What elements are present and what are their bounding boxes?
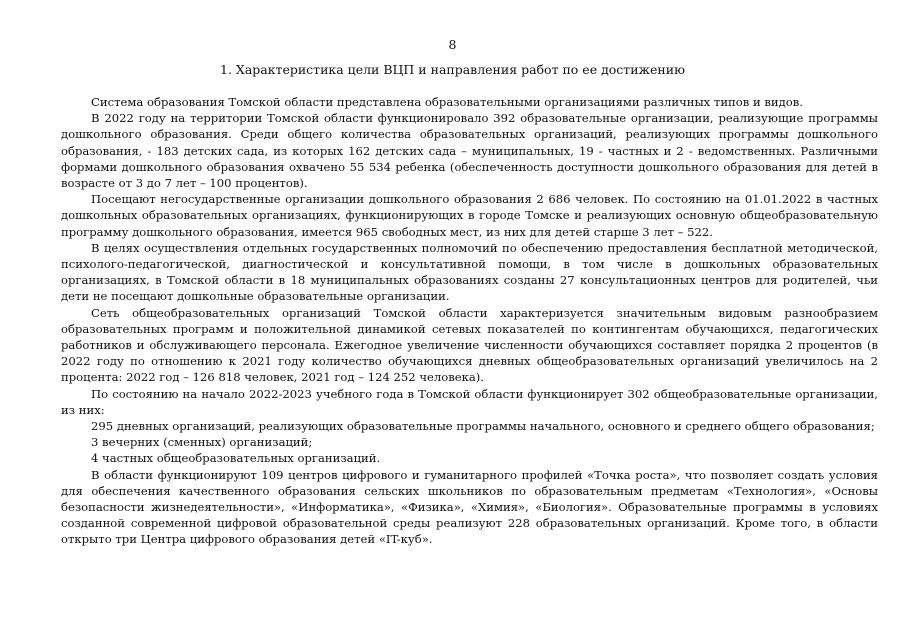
paragraph: Посещают негосударственные организации дошкольного образования 2 686 человек. По состоянию на 01.01.2022 в частных дошкольных образовательных организациях, функционирующих в городе Томске и реализующих основную общеобразовательную программу дошкольного образования, имеется 965 свободных мест, из них для детей старше 3 лет – 522. [61,192,878,239]
paragraph: Сеть общеобразовательных организаций Томской области характеризуется значительным видовым разнообразием образовательных программ и положительной динамикой сетевых показателей по контингентам обучающихся, педагогических работников и обслуживающего персонала. Ежегодное увеличение численности обучающихся составляет порядка 2 процентов (в 2022 году по отношению к 2021 году количество обучающихся дневных общеобразовательных организаций увеличилось на 2 процента: 2022 год – 126 818 человек, 2021 год – 124 252 человека). [61,305,878,385]
paragraph: В целях осуществления отдельных государственных полномочий по обеспечению предоставления бесплатной методической, психолого-педагогической, диагностической и консультативной помощи, в том числе в дошкольных образовательных организациях, в Томской области в 18 муниципальных образованиях созданы 27 консультационных центров для родителей, чьи дети не посещают дошкольные образовательные организации. [61,240,878,304]
list-item: 4 частных общеобразовательных организаций. [91,451,381,466]
document-body [61,94,878,548]
page-number: 8 [448,37,457,52]
list-item: 295 дневных организаций, реализующих образовательные программы начального, основного и среднего общего образования; [91,419,875,434]
paragraph: В области функционируют 109 центров цифрового и гуманитарного профилей «Точка роста», что позволяет создать условия для обеспечения качественного образования сельских школьников по образовательным предметам «Технология», «Основы безопасности жизнедеятельности», «Информатика», «Физика», «Химия», «Биология». Образовательные программы в условиях созданной современной цифровой образовательной среды реализуют 228 образовательных организаций. Кроме того, в области открыто три Центра цифрового образования детей «IT-куб». [61,467,878,547]
section-heading: 1. Характеристика цели ВЦП и направления работ по ее достижению [220,62,685,77]
paragraph: По состоянию на начало 2022-2023 учебного года в Томской области функционирует 302 общеобразовательные организации, из них: [61,386,878,417]
paragraph: Система образования Томской области представлена образовательными организациями различных типов и видов. [91,95,803,109]
list-item: 3 вечерних (сменных) организаций; [91,435,313,450]
paragraph: В 2022 году на территории Томской области функционировало 392 образовательные организации, реализующие программы дошкольного образования. Среди общего количества образовательных организаций, реализующих программы дошкольного образования, - 183 детских сада, из которых 162 детских сада – муниципальных, 19 - частных и 2 - ведомственных. Различными формами дошкольного образования охвачено 55 534 ребенка (обеспеченность доступности дошкольного образования для детей в возрасте от 3 до 7 лет – 100 процентов). [61,111,878,191]
